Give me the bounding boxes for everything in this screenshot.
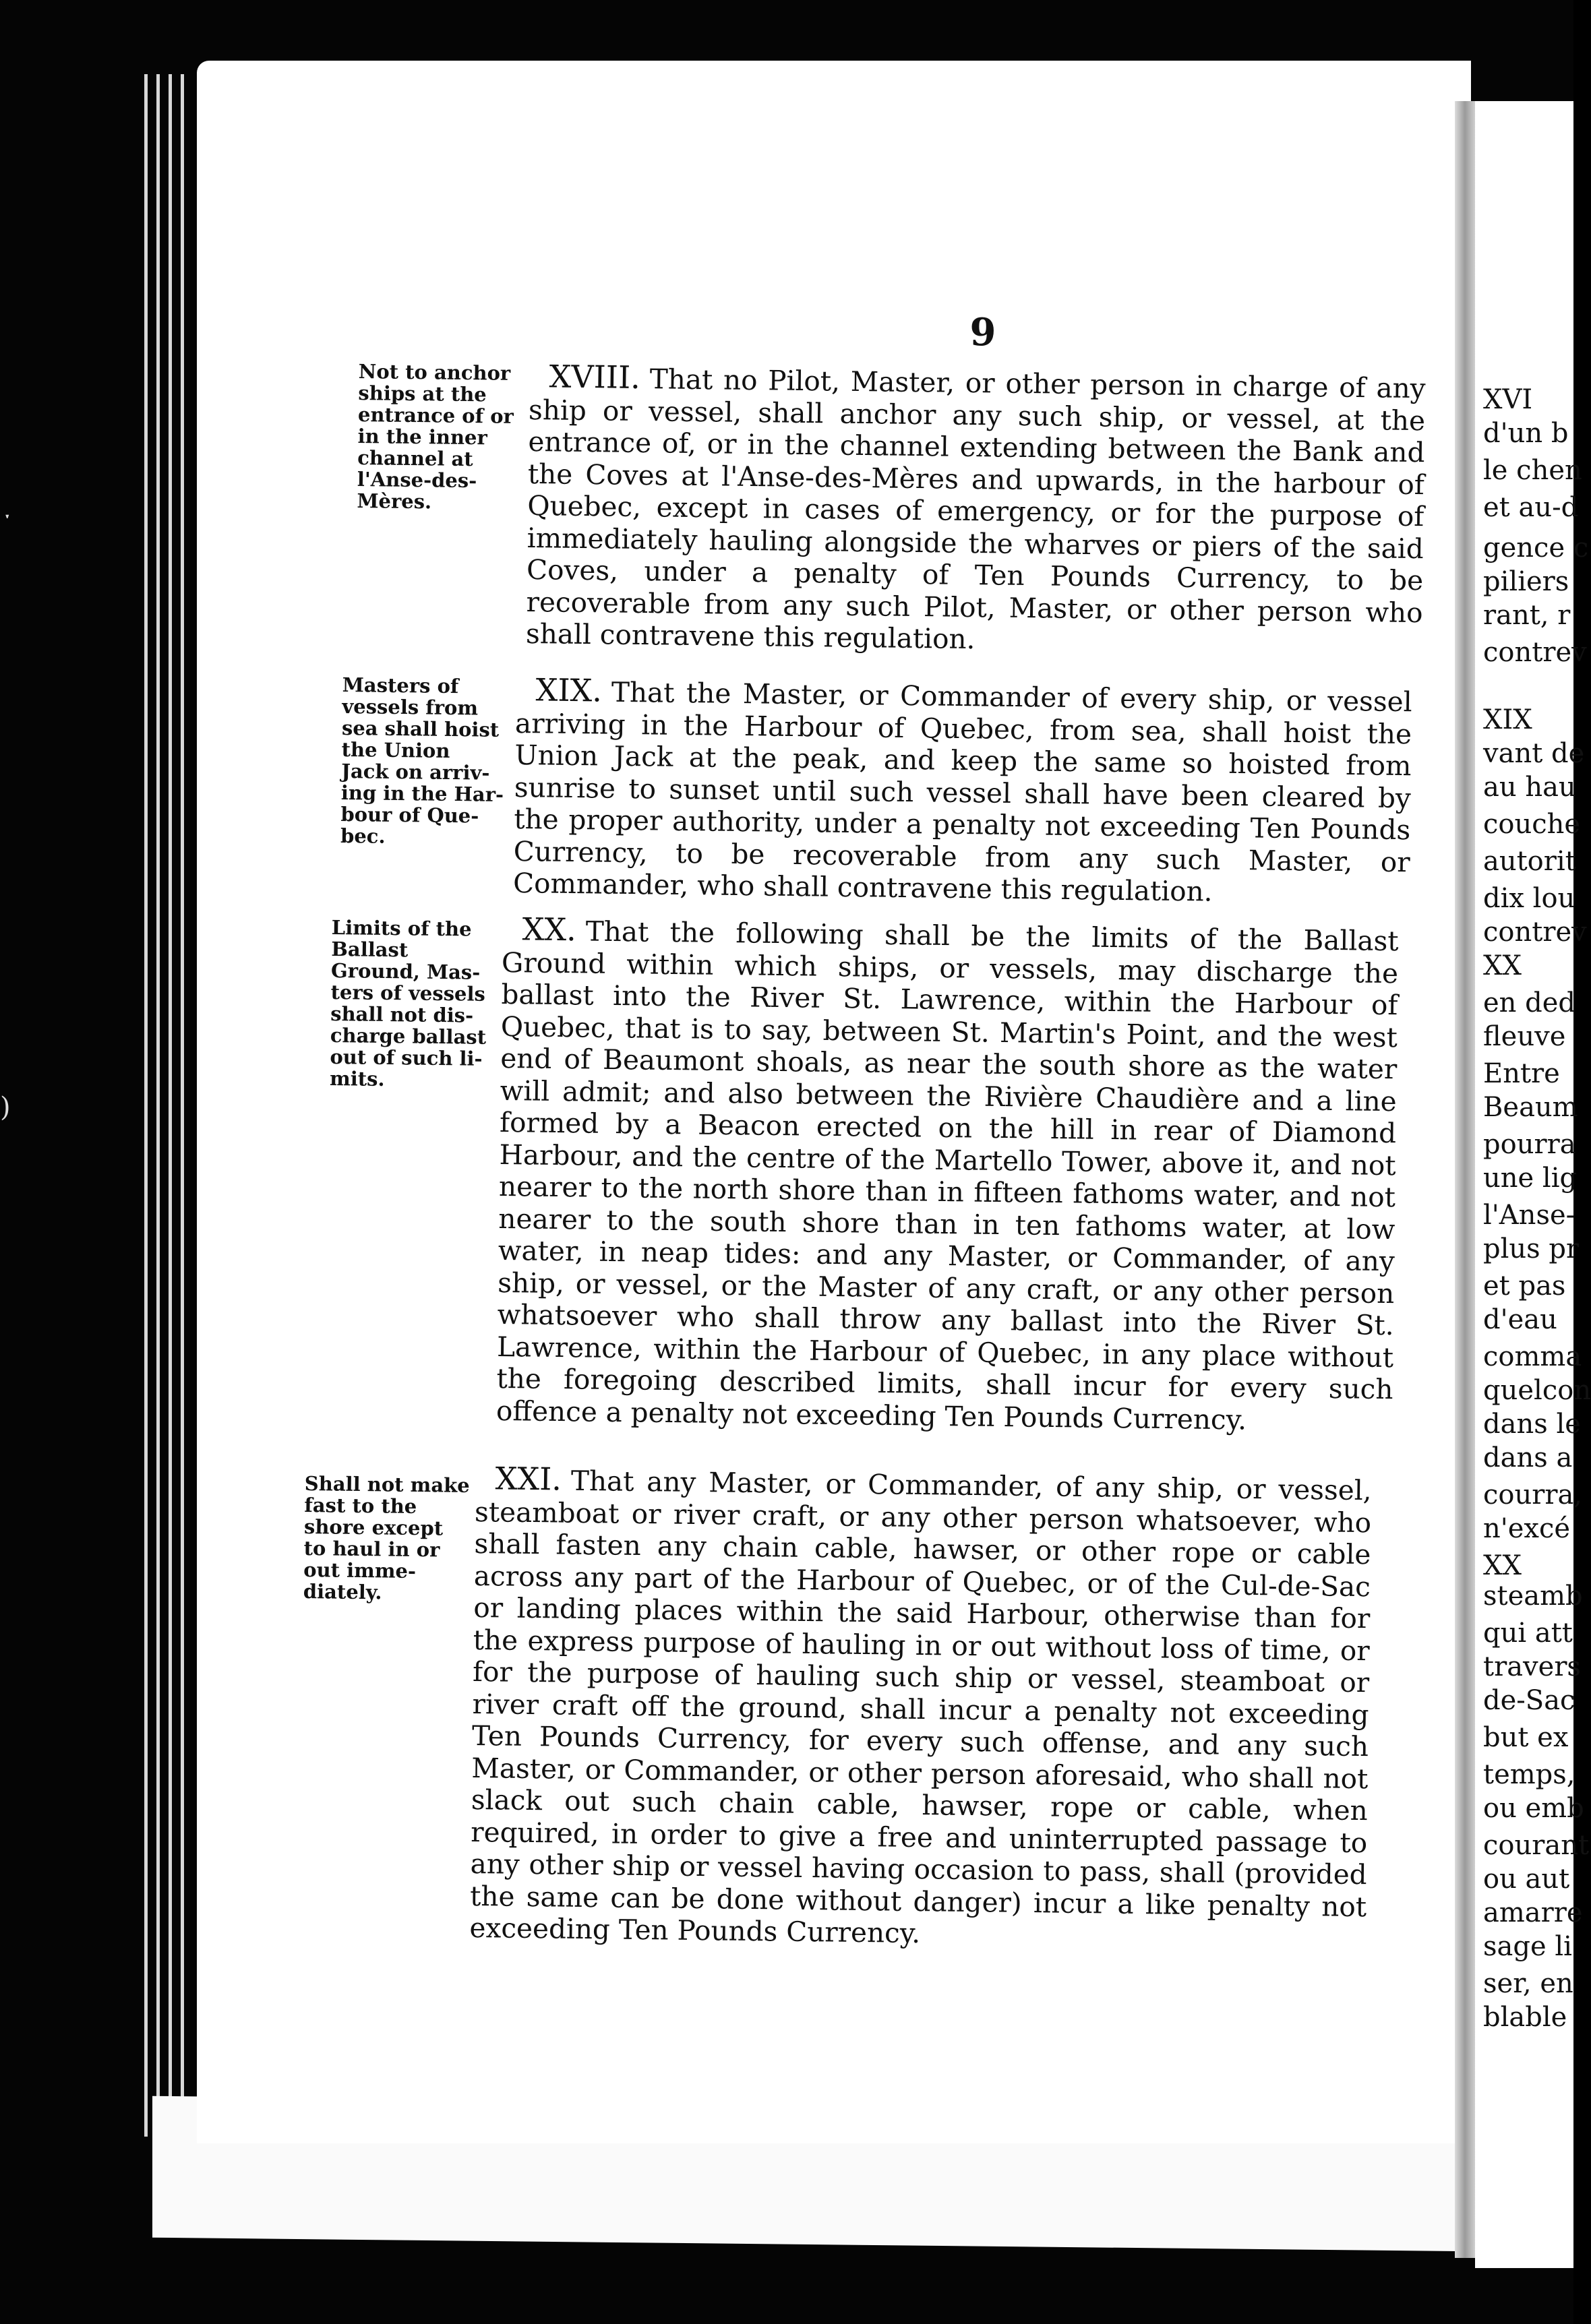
section-number: XIX. xyxy=(535,671,603,709)
facing-page-line: contrev xyxy=(1483,637,1587,668)
facing-page-line: dans a xyxy=(1483,1442,1573,1473)
facing-page-line: au hau xyxy=(1483,772,1576,803)
facing-page-line: qui att xyxy=(1483,1618,1573,1649)
book-edge xyxy=(181,74,184,2137)
section-number: XVIII. xyxy=(549,358,641,396)
section-xx xyxy=(496,913,1399,1438)
facing-page-line: couche xyxy=(1483,809,1581,840)
facing-page-line: sage li xyxy=(1483,1931,1572,1962)
facing-page-line: ser, en xyxy=(1483,1968,1573,1999)
facing-page-line: quelcon xyxy=(1483,1375,1591,1406)
book-edge xyxy=(169,74,172,2137)
book-edge xyxy=(144,74,148,2137)
section-number: XX. xyxy=(522,911,577,948)
facing-page-line: XX xyxy=(1483,1550,1522,1581)
margin-note-text: Shall not make fast to the shore except to haul in or out imme- diately. xyxy=(303,1472,470,1604)
section-text: That any Master, or Commander, of any ship, or vessel, steamboat or river craft, or any other person whatsoever, who shall fasten any chain cable, hawser, or other rope or cable across any part of the Harbour of Quebec, or of the Cul-de-Sac or landing places within the said Harbour, otherwise than for the express purpose of hauling in or out without loss of time, or for the purpose of hauling such ship or vessel, steamboat or river craft off the ground, shall incur a penalty not exceeding Ten Pounds Currency, for every such offense, and any such Master, or Commander, or other person aforesaid, who shall not slack out such chain cable, hawser, rope or cable, when required, in order to give a free and uninterrupted passage to any other ship or vessel having occasion to pass, shall (provided the same can be done without danger) incur a like penalty not exceeding Ten Pounds Currency. xyxy=(469,1464,1372,1950)
facing-page-line: et pas xyxy=(1483,1271,1566,1302)
facing-page-line: dix lou xyxy=(1483,883,1575,914)
facing-page-line: l'Anse- xyxy=(1483,1200,1575,1231)
section-xviii xyxy=(525,358,1426,661)
facing-page-line: temps, xyxy=(1483,1759,1575,1790)
facing-page-line: pourra xyxy=(1483,1129,1576,1160)
facing-page-line: XIX xyxy=(1483,704,1532,735)
book-edge xyxy=(156,74,160,2137)
facing-page-line: n'excé xyxy=(1483,1513,1571,1544)
page-number: 9 xyxy=(969,310,996,355)
facing-page-line: courra, xyxy=(1483,1479,1583,1510)
facing-page-line: courant xyxy=(1483,1830,1590,1861)
section-xxi xyxy=(469,1460,1372,1955)
section-xix xyxy=(512,671,1412,911)
margin-note xyxy=(340,674,505,849)
scan-artifact: ˑ xyxy=(3,502,12,533)
facing-page-line: XVI xyxy=(1483,384,1533,415)
margin-note-text: Not to anchor ships at the entrance of or in the inner channel at l'Anse-des- Mères. xyxy=(357,360,514,514)
margin-note-text: Limits of the Ballast Ground, Mas- ters of vessels shall not dis- charge ballast out of such li- mits. xyxy=(329,916,487,1091)
facing-page-line: but ex xyxy=(1483,1722,1569,1753)
facing-page-line: vant de xyxy=(1483,738,1585,769)
facing-page-line: en ded xyxy=(1483,987,1576,1018)
margin-note xyxy=(330,917,487,1091)
facing-page-line: fleuve xyxy=(1483,1021,1566,1052)
margin-note-text: Masters of vessels from sea shall hoist the Union Jack on arriv- ing in the Har- bour of Que- bec. xyxy=(340,673,504,848)
facing-page-line: ou aut xyxy=(1483,1864,1570,1895)
facing-page-line: XX xyxy=(1483,950,1522,981)
facing-page-line: le chen xyxy=(1483,455,1582,486)
scan-artifact: ) xyxy=(0,1092,11,1123)
facing-page-line: de-Sac xyxy=(1483,1685,1575,1716)
margin-note xyxy=(303,1473,470,1604)
book-gutter xyxy=(1455,101,1475,2258)
facing-page-line: amarre xyxy=(1483,1897,1583,1928)
facing-page-line: blable xyxy=(1483,2002,1567,2033)
facing-page-line: rant, r xyxy=(1483,600,1571,631)
margin-note xyxy=(357,361,514,514)
facing-page-line: autorit xyxy=(1483,846,1576,877)
section-text: That the following shall be the limits of the Ballast Ground within which ships, or vessels, may discharge the ballast into the River St. Lawrence, within the Harbour of Quebec, that is to say, between St. Martin's Point, and the west end of Beaumont shoals, as near the south shore as the water will admit; and also between the Rivière Chaudière and a line formed by a Beacon erected on the hill in rear of Diamond Harbour, and the centre of the Martello Tower, above it, and not nearer to the north shore than in fifteen fathoms water, and not nearer to the south shore than in ten fathoms water, at low water, in neap tides: and any Master, or Commander, of any ship, or vessel, or the Master of any craft, or any other person whatsoever who shall throw any ballast into the River St. Lawrence, within the Harbour of Quebec, in any place without the foregoing described limits, shall incur for every such offence a penalty not exceeding Ten Pounds Currency. xyxy=(496,915,1399,1436)
facing-page-line: contrev xyxy=(1483,917,1587,948)
facing-page-line: dans le xyxy=(1483,1409,1581,1440)
facing-page-line: plus pr xyxy=(1483,1233,1580,1264)
facing-page-line: gence c xyxy=(1483,532,1589,563)
section-text: That no Pilot, Master, or other person in charge of any ship or vessel, shall anchor any such ship, or vessel, at the entrance of, or in the channel extending between the Bank and the Coves at l'Anse-des-Mères and upwards, in the harbour of Quebec, except in cases of emergency, or for the purpose of immediately hauling alongside the wharves or piers of the said Coves, under a penalty of Ten Pounds Currency, to be recoverable from any such Pilot, Master, or other person who shall contravene this regulation. xyxy=(525,363,1426,656)
facing-page-line: une lig xyxy=(1483,1163,1578,1194)
section-number: XXI. xyxy=(495,1460,562,1498)
facing-page-line: d'eau xyxy=(1483,1304,1557,1335)
facing-page-line: Entre xyxy=(1483,1058,1560,1089)
facing-page-line: travers xyxy=(1483,1651,1581,1682)
facing-page-line: piliers xyxy=(1483,566,1569,597)
facing-page-line: et au-d xyxy=(1483,492,1579,523)
facing-page-line: steamb xyxy=(1483,1581,1583,1612)
facing-page-line: comma xyxy=(1483,1341,1582,1372)
facing-page-line: d'un b xyxy=(1483,418,1569,449)
facing-page-line: Beaum xyxy=(1483,1092,1578,1123)
section-text: That the Master, or Commander of every ship, or vessel arriving in the Harbour of Quebec, from sea, shall hoist the Union Jack at the peak, and keep the same so hoisted from sunrise to sunset until such vessel shall have been cleared by the proper authority, under a penalty not exceeding Ten Pounds Currency, to be recoverable from any such Master, or Commander, who shall contravene this regulation. xyxy=(512,675,1412,908)
facing-page-line: ou emb xyxy=(1483,1793,1584,1824)
